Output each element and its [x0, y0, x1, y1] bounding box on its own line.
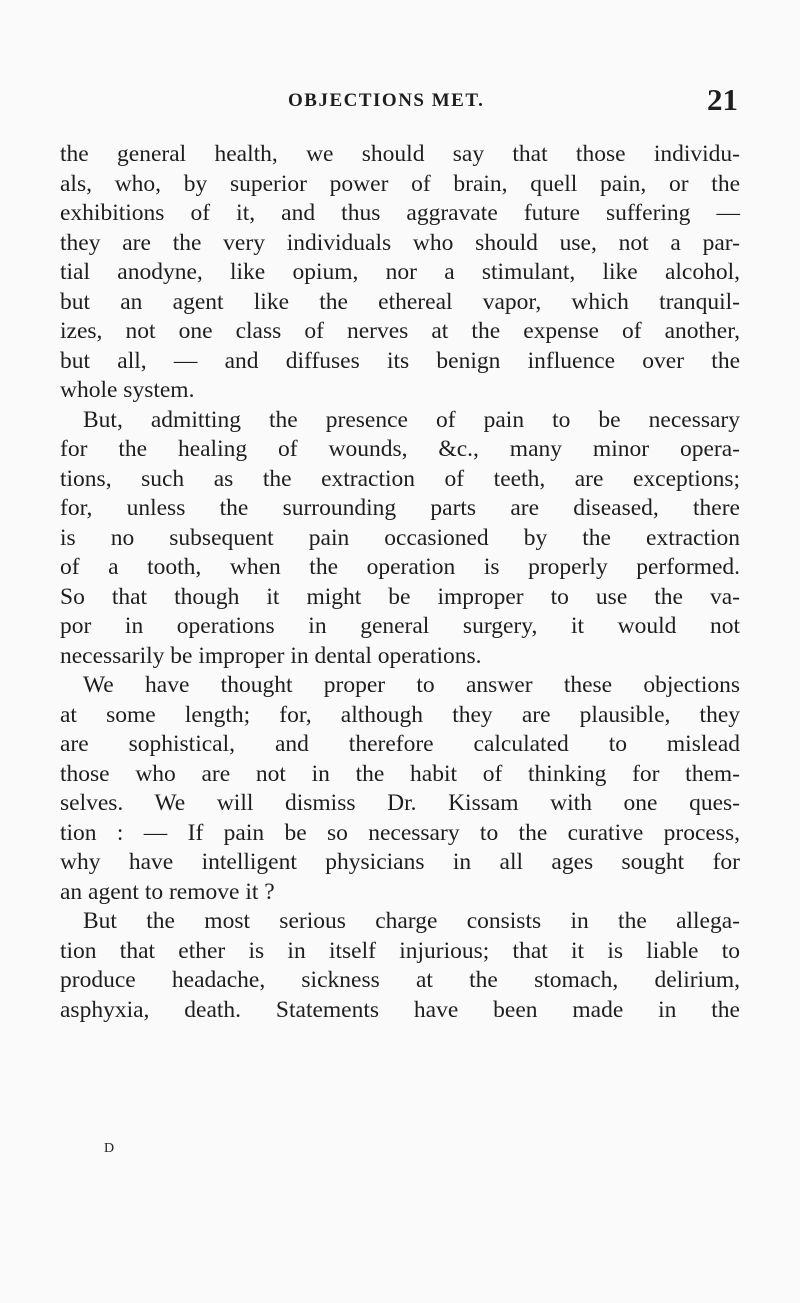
text-line: why have intelligent physicians in all ages sought for	[60, 849, 740, 875]
text-line: But the most serious charge consists in the allega-	[83, 908, 740, 934]
text-line: but an agent like the ethereal vapor, which tranquil-	[60, 288, 740, 315]
page-header	[60, 82, 740, 122]
text-line: for the healing of wounds, &c., many minor opera-	[60, 436, 740, 462]
text-line: als, who, by superior power of brain, quell pain, or the	[60, 170, 740, 197]
text-line: por in operations in general surgery, it would not	[60, 613, 740, 639]
text-line: izes, not one class of nerves at the expense of another,	[60, 318, 740, 344]
text-line: tial anodyne, like opium, nor a stimulant, like alcohol,	[60, 259, 740, 285]
text-line: whole system.	[60, 377, 195, 403]
text-line: they are the very individuals who should use, not a par-	[60, 229, 740, 256]
text-line: are sophistical, and therefore calculated to mislead	[60, 731, 740, 757]
text-line: but all, — and diffuses its benign influence over the	[60, 347, 740, 374]
text-line: produce headache, sickness at the stomach, delirium,	[60, 967, 740, 993]
page-number: 21	[707, 82, 738, 117]
text-line: at some length; for, although they are plausible, they	[60, 701, 740, 728]
text-line: necessarily be improper in dental operations.	[60, 642, 482, 669]
text-line: tion that ether is in itself injurious; that it is liable to	[60, 937, 740, 964]
text-line: tion : — If pain be so necessary to the curative process,	[60, 819, 740, 846]
running-title: OBJECTIONS MET.	[288, 90, 485, 111]
text-line: We have thought proper to answer these objections	[83, 672, 740, 698]
text-line: is no subsequent pain occasioned by the extraction	[60, 524, 740, 551]
text-line: an agent to remove it ?	[60, 878, 275, 905]
text-line: for, unless the surrounding parts are diseased, there	[60, 495, 740, 521]
text-line: tions, such as the extraction of teeth, are exceptions;	[60, 465, 740, 492]
body-text	[60, 140, 740, 1025]
text-line: So that though it might be improper to use the va-	[60, 583, 740, 610]
text-line: exhibitions of it, and thus aggravate future suffering —	[60, 200, 740, 226]
text-line: selves. We will dismiss Dr. Kissam with one ques-	[60, 790, 740, 816]
text-line: the general health, we should say that those individu-	[60, 141, 740, 167]
text-line: those who are not in the habit of thinking for them-	[60, 760, 740, 787]
text-line: But, admitting the presence of pain to be necessary	[83, 406, 740, 433]
signature-mark: D	[104, 1141, 115, 1156]
text-line: asphyxia, death. Statements have been made in the	[60, 996, 740, 1023]
text-line: of a tooth, when the operation is properly performed.	[60, 554, 740, 580]
